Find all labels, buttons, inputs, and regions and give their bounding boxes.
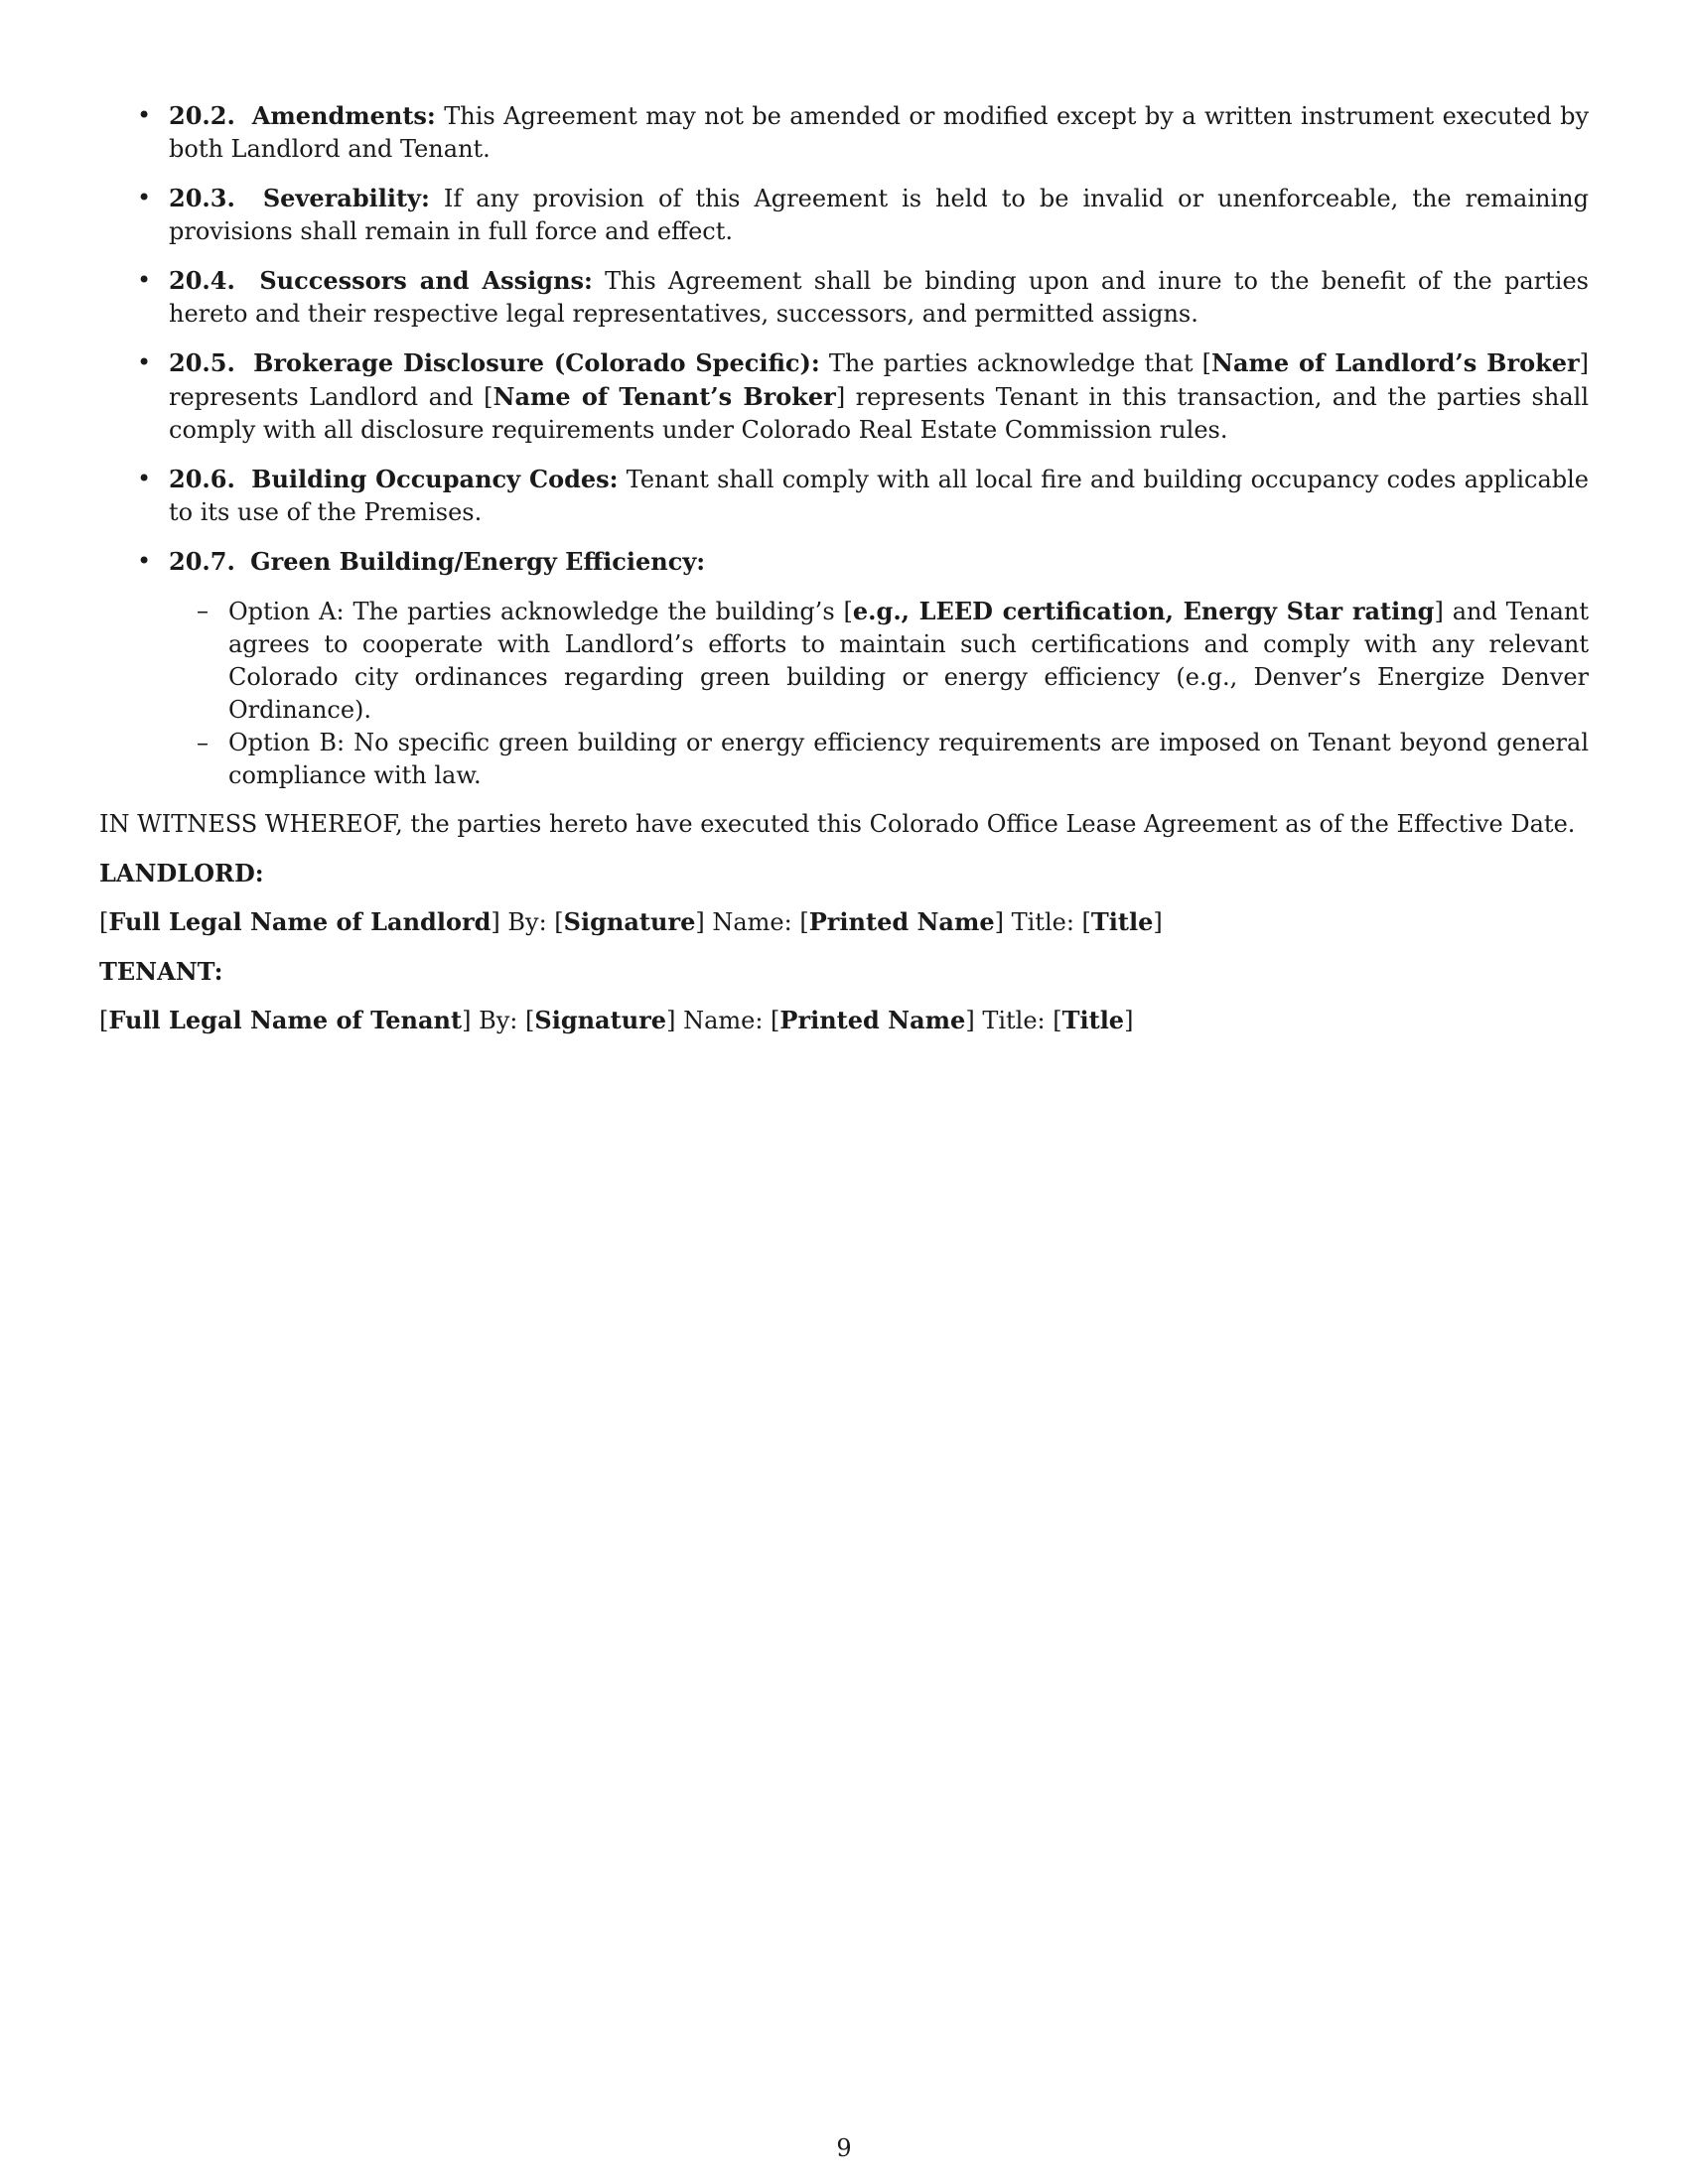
section-20-4: [99, 264, 1589, 331]
section-number: 20.2.: [169, 101, 235, 130]
section-list: [99, 99, 1589, 792]
landlord-signature-block: [Full Legal Name of Landlord] By: [Signature] Name: [Printed Name] Title: [Title]: [99, 907, 1163, 936]
section-text: ] represents Tenant in this transaction, and the parties shall comply with all disclosure requirements under Colorado Real Estate Commission rules.: [169, 383, 1589, 444]
title-label: Title:: [982, 1007, 1046, 1034]
landlord-name-field: Full Legal Name of Landlord: [108, 907, 492, 936]
tenant-signature-block: [Full Legal Name of Tenant] By: [Signature] Name: [Printed Name] Title: [Title]: [99, 1006, 1134, 1034]
tenant-broker-placeholder: Name of Tenant’s Broker: [492, 382, 836, 411]
option-text: Option A: The parties acknowledge the building’s [: [228, 598, 853, 625]
tenant-heading: TENANT:: [99, 957, 223, 986]
section-number: 20.3.: [169, 184, 235, 212]
section-text: This Agreement may not be amended or modified except by a written instrument executed by both Landlord and Tenant.: [169, 102, 1589, 163]
section-20-3: [99, 182, 1589, 248]
option-text: Option B: No specific green building or energy efficiency requirements are imposed on Tenant beyond general compliance with law.: [228, 729, 1589, 789]
option-b: [169, 727, 1589, 792]
section-text: This Agreement shall be binding upon and inure to the benefit of the parties hereto and their respective legal representatives, successors, and permitted assigns.: [169, 267, 1589, 328]
section-20-5: [99, 346, 1589, 447]
title-label: Title:: [1011, 908, 1074, 936]
section-number: 20.5.: [169, 348, 235, 377]
section-number: 20.6.: [169, 465, 235, 493]
name-label: Name:: [712, 908, 792, 936]
option-a: [169, 595, 1589, 727]
tenant-name-field: Full Legal Name of Tenant: [108, 1006, 463, 1034]
signature-field: Signature: [563, 907, 696, 936]
section-text: If any provision of this Agreement is held to be invalid or unenforceable, the remaining provisions shall remain in full force and effect.: [169, 185, 1589, 245]
section-20-2: [99, 99, 1589, 166]
by-label: By:: [507, 908, 547, 936]
section-heading: Successors and Assigns:: [259, 266, 593, 295]
section-heading: Severability:: [262, 184, 430, 212]
section-text: ] represents Landlord and [: [169, 349, 1590, 411]
section-heading: Brokerage Disclosure (Colorado Specific):: [253, 348, 820, 377]
section-20-7: [99, 545, 1589, 792]
signature-field: Signature: [534, 1006, 667, 1034]
by-label: By:: [479, 1007, 518, 1034]
section-number: 20.4.: [169, 266, 235, 295]
section-number: 20.7.: [169, 547, 235, 576]
certification-placeholder: e.g., LEED certification, Energy Star rating: [852, 597, 1435, 625]
section-text: Tenant shall comply with all local fire and building occupancy codes applicable to its use of the Premises.: [169, 466, 1589, 526]
section-heading: Building Occupancy Codes:: [251, 465, 619, 493]
landlord-broker-placeholder: Name of Landlord’s Broker: [1211, 348, 1580, 377]
section-heading: Amendments:: [251, 101, 436, 130]
witness-statement: IN WITNESS WHEREOF, the parties hereto have executed this Colorado Office Lease Agreement as of the Effective Date.: [99, 810, 1576, 838]
printed-name-field: Printed Name: [808, 907, 995, 936]
title-field: Title: [1061, 1006, 1125, 1034]
section-heading: Green Building/Energy Efficiency:: [250, 547, 706, 576]
option-text: ] and Tenant agrees to cooperate with Landlord’s efforts to maintain such certifications and comply with any relevant Colorado city ordinances regarding green building or energy efficiency (e.g., Denver’s Energize Denver Ordinance).: [228, 598, 1589, 724]
landlord-heading: LANDLORD:: [99, 859, 264, 887]
document-page: [99, 99, 1589, 1053]
printed-name-field: Printed Name: [779, 1006, 966, 1034]
title-field: Title: [1090, 907, 1154, 936]
option-list: [169, 595, 1589, 792]
section-20-6: [99, 463, 1589, 529]
section-text: The parties acknowledge that [: [828, 349, 1212, 377]
page-number: 9: [836, 2134, 852, 2162]
name-label: Name:: [683, 1007, 764, 1034]
